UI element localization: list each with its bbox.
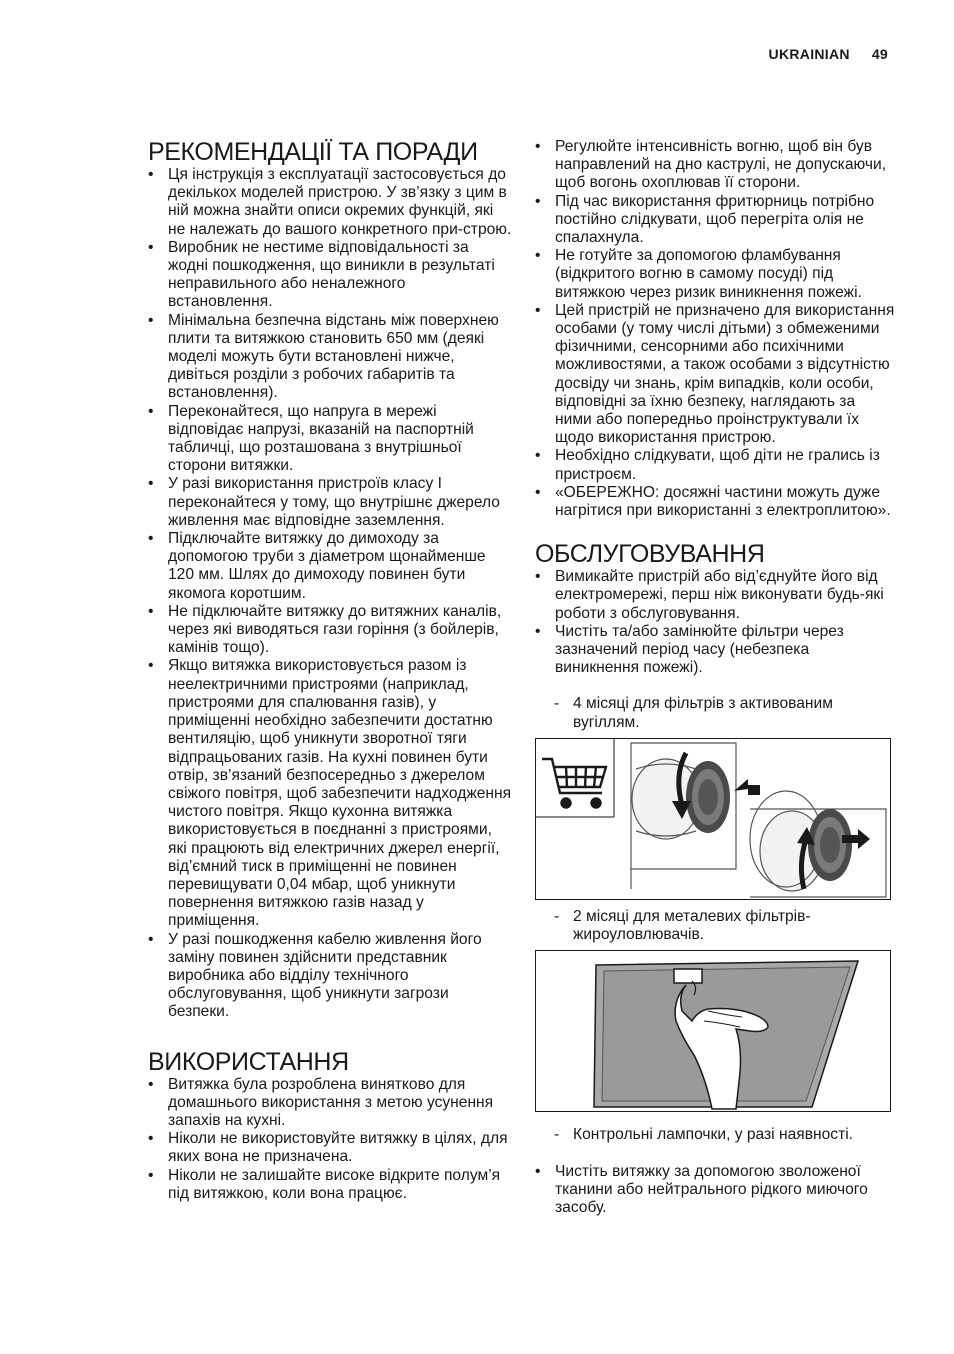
dash-marker: - [554,1126,560,1144]
list-item: • Під час використання фритюрниць потрібно постійно слідкувати, щоб перегріта олія не спалахнула. [535,193,895,248]
sub-item-text: 4 місяці для фільтрів з активованим вугіллям. [573,695,833,731]
list-item: • Не готуйте за допомогою фламбування (відкритого вогню в самому посуді) під витяжкою через ризик виникнення пожежі. [535,247,895,302]
filter-disc-1 [686,761,730,833]
sub-item-text: 2 місяці для металевих фільтрів-жироуловлювачів. [573,907,811,944]
left-column [148,138,512,1203]
dash-marker: - [554,695,560,713]
sub-item-carbon-filter [535,695,895,731]
maintenance-list [535,568,895,677]
grease-filter-drawing [536,951,890,1111]
list-item: • Витяжка була розроблена винятково для домашнього використання з метою усунення запахів на кухні. [148,1076,512,1131]
tips-list [148,166,512,1022]
maintenance-final-list [535,1163,895,1218]
usage-list [148,1076,512,1203]
list-item: • Необхідно слідкувати, щоб діти не грались із пристроєм. [535,447,895,483]
sub-item-lamps [535,1126,895,1144]
dash-marker: - [554,907,560,925]
list-item: • Мінімальна безпечна відстань між поверхнею плити та витяжкою становить 650 мм (деякі моделі можуть бути встановлені нижче, дивіться розділи з робочих габаритів та встановлення). [148,312,512,403]
list-item: • Переконайтеся, що напруга в мережі відповідає напрузі, вказаній на паспортній табличці, що розташована з внутрішньої сторони витяжки. [148,403,512,476]
list-item: • Не підключайте витяжку до витяжних каналів, через які виводяться гази горіння (з бойлерів, камінів тощо). [148,603,512,658]
page-number: 49 [871,46,888,62]
filter-disc-2 [808,809,852,881]
list-item: • Чистіть та/або замінюйте фільтри через зазначений період часу (небезпека виникнення пожежі). [535,623,895,678]
list-item: • Підключайте витяжку до димоходу за допомогою труби з діаметром щонайменше 120 мм. Шлях до димоходу повинен бути якомога коротшим. [148,530,512,603]
shopping-cart-icon [542,759,606,808]
list-item: • Регулюйте інтенсивність вогню, щоб він був направлений на дно каструлі, не допускаючи, щоб вогонь охоплював її сторони. [535,138,895,193]
grease-filter-illustration [535,950,891,1112]
section-title-tips: РЕКОМЕНДАЦІЇ ТА ПОРАДИ [148,138,478,166]
list-item: • Чистіть витяжку за допомогою зволоженої тканини або нейтрального рідкого миючого засобу. [535,1163,895,1218]
list-item: • Ця інструкція з експлуатації застосовується до декількох моделей пристрою. У зв’язку з цим в ній можна знайти описи окремих функцій, які не належать до вашого конкретного при-строю. [148,166,512,239]
usage-continued-list [535,138,895,520]
right-column [535,138,895,1217]
list-item: • Ніколи не залишайте високе відкрите полум’я під витяжкою, коли вона працює. [148,1167,512,1203]
language-label: UKRAINIAN [768,46,850,62]
list-item: • Вимикайте пристрій або від’єднуйте його від електромережі, перш ніж виконувати будь-які роботи з обслуговування. [535,568,895,623]
list-item: • Виробник не нестиме відповідальності за жодні пошкодження, що виникли в результаті неправильного або неналежного встановлення. [148,239,512,312]
list-item: • У разі пошкодження кабелю живлення його заміну повинен здійснити представник виробника або відділу технічного обслуговування, щоб уникнути загрози безпеки. [148,931,512,1022]
carbon-filter-drawing [536,739,890,899]
list-item: • У разі використання пристроїв класу I переконайтеся у тому, що внутрішнє джерело живлення має відповідне заземлення. [148,475,512,530]
list-item: • «ОБЕРЕЖНО: досяжні частини можуть дуже нагрітися при використанні з електроплитою». [535,484,895,520]
carbon-filter-illustration [535,738,891,900]
section-title-maintenance: ОБСЛУГОВУВАННЯ [535,540,765,569]
page-header [769,46,888,62]
list-item: • Якщо витяжка використовується разом із неелектричними пристроями (наприклад, пристроями для спалювання газів), у приміщенні необхідно забезпечити достатню вентиляцію, щоб уникнути зворотної тяги відпрацьованих газів. На кухні повинен бути отвір, зв’язаний безпосередньо з джерелом свіжого повітря, щоб забезпечити надходження чистого повітря. Якщо кухонна витяжка використовується в поєднанні з пристроями, які працюють від електричних джерел енергії, від’ємний тиск в приміщенні не повинен перевищувати 0,04 мбар, щоб уникнути повернення витяжкою газів назад у приміщення. [148,657,512,930]
list-item: • Ніколи не використовуйте витяжку в цілях, для яких вона не призначена. [148,1130,512,1166]
sub-item-grease-filter [535,908,895,944]
sub-item-text: Контрольні лампочки, у разі наявності. [573,1126,854,1144]
list-item: • Цей пристрій не призначено для використання особами (у тому числі дітьми) з обмеженими фізичними, сенсорними або психічними можливостями, а також особами з відсутністю досвіду чи знань, крім випадків, коли особи, відповідні за їхню безпеку, наглядають за ними або попередньо проінструктували їх щодо використання пристрою. [535,302,895,448]
section-title-usage: ВИКОРИСТАННЯ [148,1047,349,1076]
